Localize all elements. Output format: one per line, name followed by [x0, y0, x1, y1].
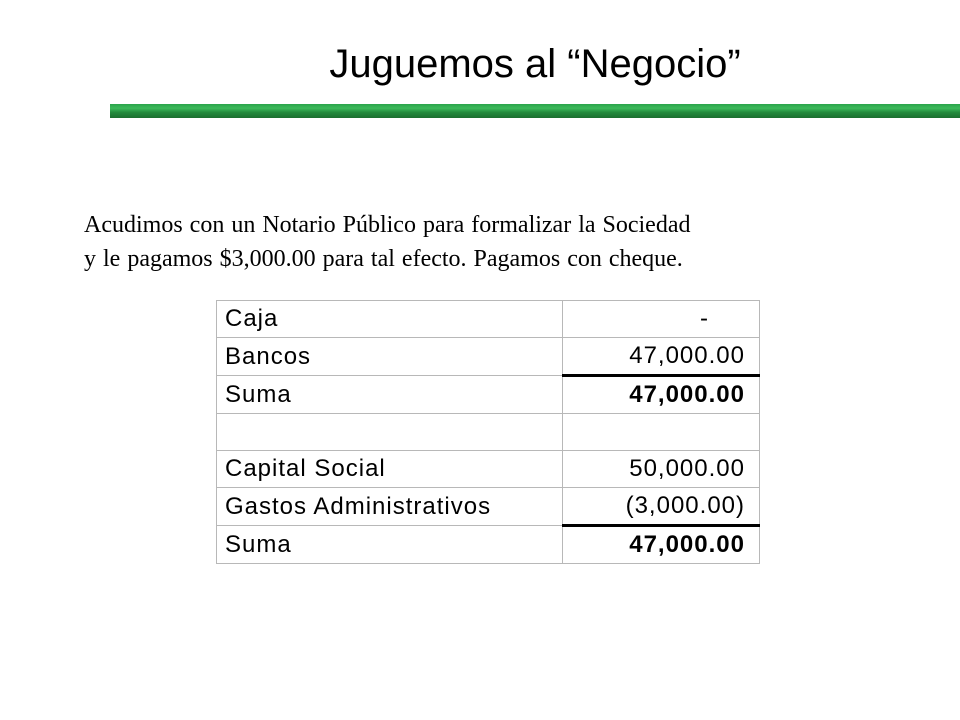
row-total-amount: 47,000.00 — [562, 526, 759, 564]
slide-paragraph — [84, 208, 904, 276]
row-amount: (3,000.00) — [562, 488, 759, 526]
table-row-bancos — [217, 338, 760, 376]
table-row-capital-social — [217, 451, 760, 488]
row-amount — [562, 414, 759, 451]
paragraph-line-1: Acudimos con un Notario Público para formalizar la Sociedad — [84, 212, 691, 238]
row-label: Gastos Administrativos — [217, 488, 563, 526]
table-row-gastos-administrativos — [217, 488, 760, 526]
title-underline-bar — [110, 104, 960, 118]
row-label: Caja — [217, 301, 563, 338]
row-label — [217, 414, 563, 451]
balance-table — [216, 300, 760, 564]
table-row-suma-capital — [217, 526, 760, 564]
paragraph-line-2: y le pagamos $3,000.00 para tal efecto. Pagamos con cheque. — [84, 246, 683, 272]
table-row-suma-activo — [217, 376, 760, 414]
row-label: Suma — [217, 376, 563, 414]
row-label: Bancos — [217, 338, 563, 376]
row-amount: - — [562, 301, 759, 338]
table-row-caja — [217, 301, 760, 338]
row-amount: 50,000.00 — [562, 451, 759, 488]
row-label: Capital Social — [217, 451, 563, 488]
row-total-amount: 47,000.00 — [562, 376, 759, 414]
slide-title: Juguemos al “Negocio” — [329, 42, 741, 86]
row-amount: 47,000.00 — [562, 338, 759, 376]
title-area — [0, 0, 960, 100]
table-row-empty — [217, 414, 760, 451]
row-label: Suma — [217, 526, 563, 564]
